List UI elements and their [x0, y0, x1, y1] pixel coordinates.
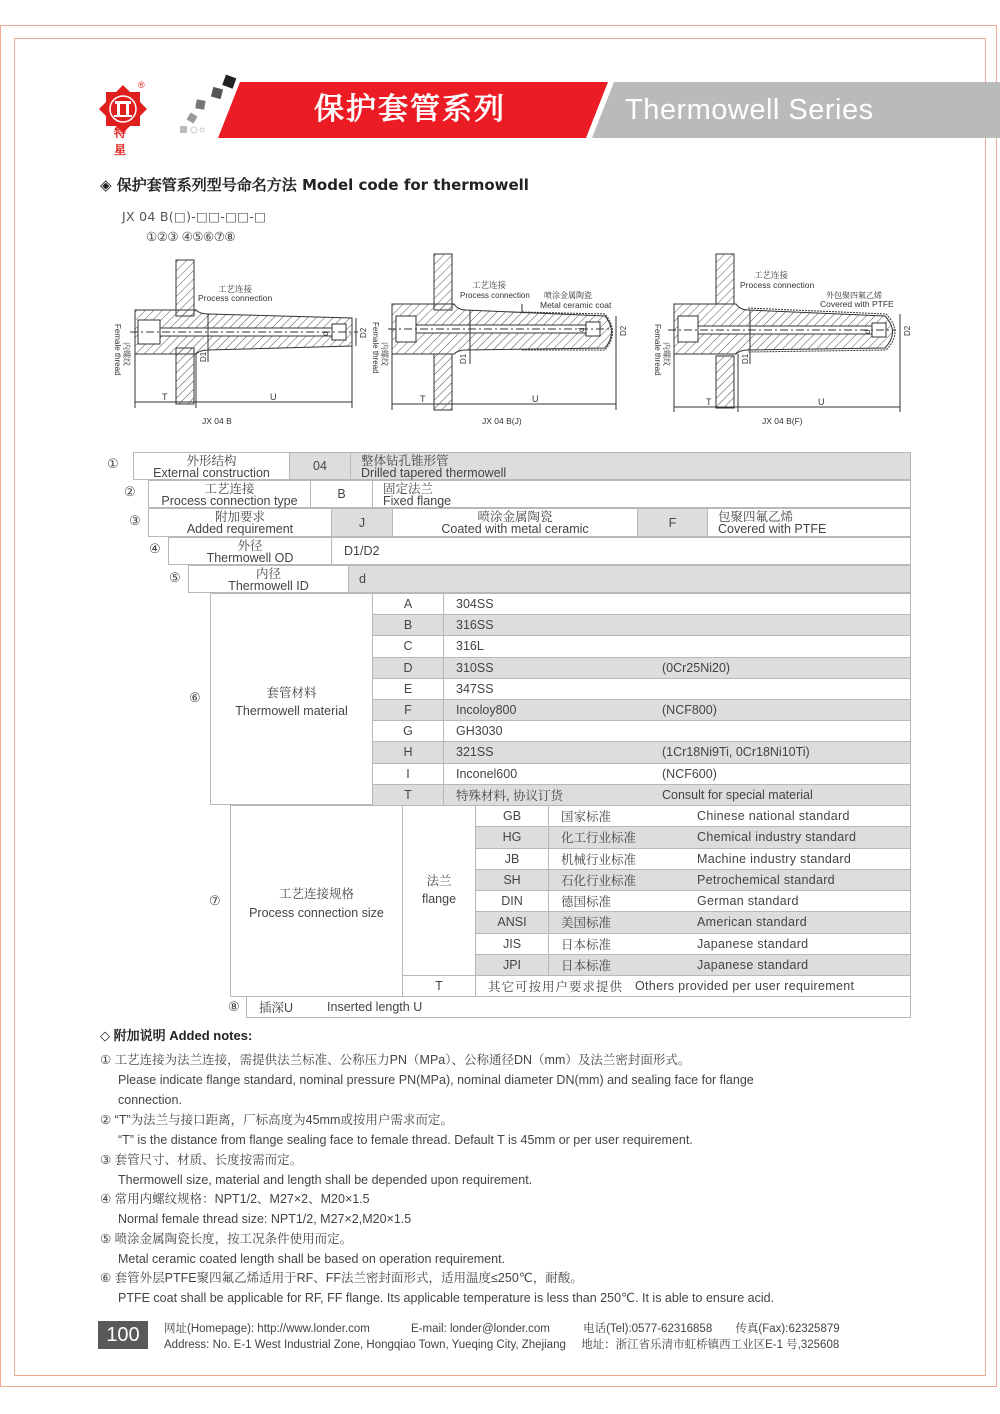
- standard-row: [548, 890, 911, 912]
- coat-label-en: Metal ceramic coat: [540, 300, 612, 310]
- ptfe-label-cn: 外包聚四氟乙烯: [826, 291, 882, 300]
- other-desc: 其它可按用户要求提供 Others provided per user requirement: [475, 975, 911, 997]
- row-code-2: F: [637, 508, 708, 537]
- telephone: 电话(Tel):0577-62316858: [583, 1323, 713, 1335]
- material-code: F: [372, 699, 444, 721]
- standard-cn: 日本标准: [561, 958, 612, 973]
- material-code: A: [372, 593, 444, 615]
- standard-cn: 德国标准: [561, 895, 612, 910]
- coat-label-cn: 喷涂金属陶瓷: [544, 291, 592, 300]
- material-code: D: [372, 657, 444, 679]
- dim-d2-label: D2: [619, 325, 628, 336]
- diagram-caption: JX 04 B(J): [482, 416, 522, 426]
- dim-d-label: d: [577, 327, 586, 332]
- material-code: T: [372, 784, 444, 806]
- section-title: ◈ 保护套管系列型号命名方法 Model code for thermowell: [100, 176, 529, 194]
- standard-code: SH: [475, 869, 549, 891]
- notes-title: ◇ 附加说明 Added notes:: [100, 1028, 253, 1043]
- note-2: ② “T”为法兰与接口距离，厂标高度为45mm或按用户需求而定。 “T” is the distance from flange sealing face to female thread. Default T is 45mm or per user requirement.: [100, 1113, 693, 1147]
- note-1: ① 工艺连接为法兰连接，需提供法兰标准、公称压力PN（MPa）、公称通径DN（mm）及法兰密封面形式。 Please indicate flange standard, nominal pressure PN(MPa), nominal diameter DN(mm) and sealing face for flange connection.: [100, 1053, 754, 1107]
- material-label: 套管材料 Thermowell material: [210, 593, 373, 805]
- material-note: (1Cr18Ni9Ti, 0Cr18Ni10Ti): [662, 745, 810, 760]
- material-name: 316L: [456, 639, 484, 654]
- standard-cn: 石化行业标准: [561, 873, 637, 888]
- material-row: [443, 593, 911, 615]
- row-code: J: [331, 508, 393, 537]
- registered-mark: ®: [138, 80, 145, 90]
- note-5: ⑤ 喷涂金属陶瓷长度，按工况条件使用而定。 Metal ceramic coated length shall be based on operation requirement.: [100, 1232, 506, 1266]
- female-thread-en: Female thread: [371, 322, 380, 374]
- dim-d-label: d: [321, 331, 330, 336]
- standard-en: Machine industry standard: [697, 851, 852, 866]
- row-number: ⑥: [189, 691, 201, 706]
- homepage-link[interactable]: 网址(Homepage): http://www.londer.com: [164, 1323, 370, 1335]
- ptfe-label-en: Covered with PTFE: [820, 299, 894, 309]
- standard-en: Chemical industry standard: [697, 830, 857, 845]
- standard-row: [548, 848, 911, 870]
- process-connection-cn: 工艺连接: [218, 284, 253, 294]
- diagram-jx04bj: [370, 252, 640, 430]
- row-code: d: [348, 565, 911, 593]
- row-label: 外形结构 External construction: [133, 452, 290, 480]
- material-note: (0Cr25Ni20): [662, 660, 731, 675]
- material-name: 321SS: [456, 745, 494, 760]
- flange-label: 法兰 flange: [402, 805, 476, 976]
- row-label: 工艺连接 Process connection type: [148, 480, 311, 508]
- row-number: ③: [129, 514, 141, 529]
- model-code-pattern: JX 04 B(□)-□□-□□-□: [122, 209, 267, 224]
- insert-length-row: 插深U Inserted length U: [246, 996, 911, 1018]
- brand-name: 特 星: [113, 126, 134, 157]
- material-row: [443, 614, 911, 636]
- dim-d1-label: D1: [459, 353, 468, 364]
- material-name: 特殊材料, 协议订货: [456, 788, 563, 803]
- material-code: B: [372, 614, 444, 636]
- standard-cn: 机械行业标准: [561, 852, 637, 867]
- model-code-positions: ①②③ ④⑤⑥⑦⑧: [146, 229, 236, 244]
- row-number: ④: [149, 542, 161, 557]
- thermowell-drawing: [110, 252, 380, 430]
- dim-u-label: U: [532, 394, 539, 404]
- material-code: H: [372, 741, 444, 763]
- row-number: ②: [124, 485, 136, 500]
- standard-row: [548, 826, 911, 848]
- standard-code: DIN: [475, 890, 549, 912]
- address-en: Address: No. E-1 West Industrial Zone, Hongqiao Town, Yueqing City, Zhejiang: [164, 1339, 566, 1351]
- connection-label: 工艺连接规格 Process connection size: [230, 805, 403, 997]
- dim-d2-label: D2: [903, 325, 912, 336]
- standard-code: JIS: [475, 933, 549, 955]
- other-code: T: [402, 975, 476, 997]
- note-4: ④ 常用内螺纹规格：NPT1/2、M27×2、M20×1.5 Normal female thread size: NPT1/2, M27×2,M20×1.5: [100, 1192, 412, 1226]
- row-code: D1/D2: [331, 537, 911, 565]
- row-label: 外径 Thermowell OD: [168, 537, 332, 565]
- material-name: GH3030: [456, 724, 503, 739]
- standard-en: Japanese standard: [697, 936, 809, 951]
- fax: 传真(Fax):62325879: [735, 1323, 840, 1335]
- standard-cn: 化工行业标准: [561, 831, 637, 846]
- material-code: G: [372, 720, 444, 742]
- process-connection-en: Process connection: [198, 293, 273, 303]
- diagram-caption: JX 04 B: [202, 416, 232, 426]
- female-thread-cn: 内螺纹: [122, 342, 131, 366]
- dim-d2-label: D2: [359, 327, 368, 338]
- diagram-jx04b: [110, 252, 380, 430]
- material-row: [443, 678, 911, 700]
- standard-en: German standard: [697, 894, 799, 909]
- female-thread-cn: 内螺纹: [380, 342, 389, 366]
- header-title-cn: 保护套管系列: [314, 92, 506, 127]
- row-number: ⑦: [209, 894, 221, 909]
- standard-en: Petrochemical standard: [697, 872, 835, 887]
- row-label: 附加要求 Added requirement: [148, 508, 332, 537]
- thermowell-drawing: [650, 252, 920, 430]
- material-name: 304SS: [456, 597, 494, 612]
- dim-t-label: T: [162, 392, 168, 402]
- row-code: 04: [289, 452, 351, 480]
- material-name: 347SS: [456, 681, 494, 696]
- material-name: 310SS: [456, 660, 494, 675]
- standard-row: [548, 805, 911, 827]
- standard-row: [548, 911, 911, 933]
- row-number: ⑤: [169, 571, 181, 586]
- standard-cn: 日本标准: [561, 937, 612, 952]
- row-code: B: [310, 480, 373, 508]
- process-connection-en: Process connection: [460, 291, 530, 300]
- thermowell-drawing: [370, 252, 640, 430]
- standard-en: Chinese national standard: [697, 809, 850, 824]
- material-row: [443, 763, 911, 785]
- material-code: C: [372, 635, 444, 657]
- material-name: 316SS: [456, 618, 494, 633]
- standard-code: JPI: [475, 954, 549, 976]
- female-thread-cn: 内螺纹: [662, 342, 671, 366]
- standard-code: ANSI: [475, 911, 549, 933]
- process-connection-cn: 工艺连接: [472, 280, 507, 290]
- material-row: [443, 784, 911, 806]
- material-note: Consult for special material: [662, 787, 813, 802]
- address-cn: 地址：浙江省乐清市虹桥镇西工业区E-1 号,325608: [581, 1339, 840, 1351]
- footer-address: [164, 1336, 839, 1352]
- female-thread-en: Female thread: [653, 324, 662, 376]
- material-row: [443, 699, 911, 721]
- material-row: [443, 657, 911, 679]
- row-number: ⑧: [228, 1000, 240, 1015]
- row-desc-2: 包聚四氟乙烯 Covered with PTFE: [707, 508, 911, 537]
- standard-cn: 美国标准: [561, 916, 612, 931]
- note-6: ⑥ 套管外层PTFE聚四氟乙烯适用于RF、FF法兰密封面形式，适用温度≤250℃，耐酸。 PTFE coat shall be applicable for RF, FF flange. Its applicable temperature is less than 250℃. It is able to ensure acid.: [100, 1271, 775, 1305]
- dim-d-label: d: [863, 329, 872, 334]
- row-desc: 整体钻孔锥形管 Drilled tapered thermowell: [350, 452, 911, 480]
- material-note: (NCF600): [662, 766, 717, 781]
- material-row: [443, 720, 911, 742]
- note-3: ③ 套管尺寸、材质、长度按需而定。 Thermowell size, material and length shall be depended upon requirement.: [100, 1153, 533, 1187]
- email-link[interactable]: E-mail: londer@londer.com: [411, 1323, 550, 1335]
- standard-en: American standard: [697, 915, 808, 930]
- standard-code: JB: [475, 848, 549, 870]
- material-note: (NCF800): [662, 703, 717, 718]
- standard-code: GB: [475, 805, 549, 827]
- diagram-jx04bf: [650, 252, 920, 430]
- standard-code: HG: [475, 826, 549, 848]
- footer-contact: [164, 1320, 840, 1336]
- row-desc: 固定法兰 Fixed flange: [372, 480, 911, 508]
- row-number: ①: [107, 457, 119, 472]
- standard-row: [548, 954, 911, 976]
- material-code: E: [372, 678, 444, 700]
- material-name: Inconel600: [456, 766, 518, 781]
- material-code: I: [372, 763, 444, 785]
- standard-row: [548, 933, 911, 955]
- standard-row: [548, 869, 911, 891]
- dim-d1-label: D1: [741, 353, 750, 364]
- standard-cn: 国家标准: [561, 810, 612, 825]
- dim-u-label: U: [270, 392, 277, 402]
- dim-t-label: T: [706, 397, 712, 407]
- process-connection-cn: 工艺连接: [754, 270, 789, 280]
- material-row: [443, 635, 911, 657]
- material-row: [443, 741, 911, 763]
- process-connection-en: Process connection: [740, 280, 815, 290]
- diagram-caption: JX 04 B(F): [762, 416, 803, 426]
- row-desc: 喷涂金属陶瓷 Coated with metal ceramic: [392, 508, 638, 537]
- dim-t-label: T: [420, 394, 426, 404]
- standard-en: Japanese standard: [697, 957, 809, 972]
- dim-u-label: U: [818, 397, 825, 407]
- female-thread-en: Female thread: [113, 324, 122, 376]
- page-number: 100: [98, 1321, 148, 1349]
- material-name: Incoloy800: [456, 703, 517, 718]
- row-label: 内径 Thermowell ID: [188, 565, 349, 593]
- dim-d1-label: D1: [199, 351, 208, 362]
- header-title-en: Thermowell Series: [625, 94, 874, 126]
